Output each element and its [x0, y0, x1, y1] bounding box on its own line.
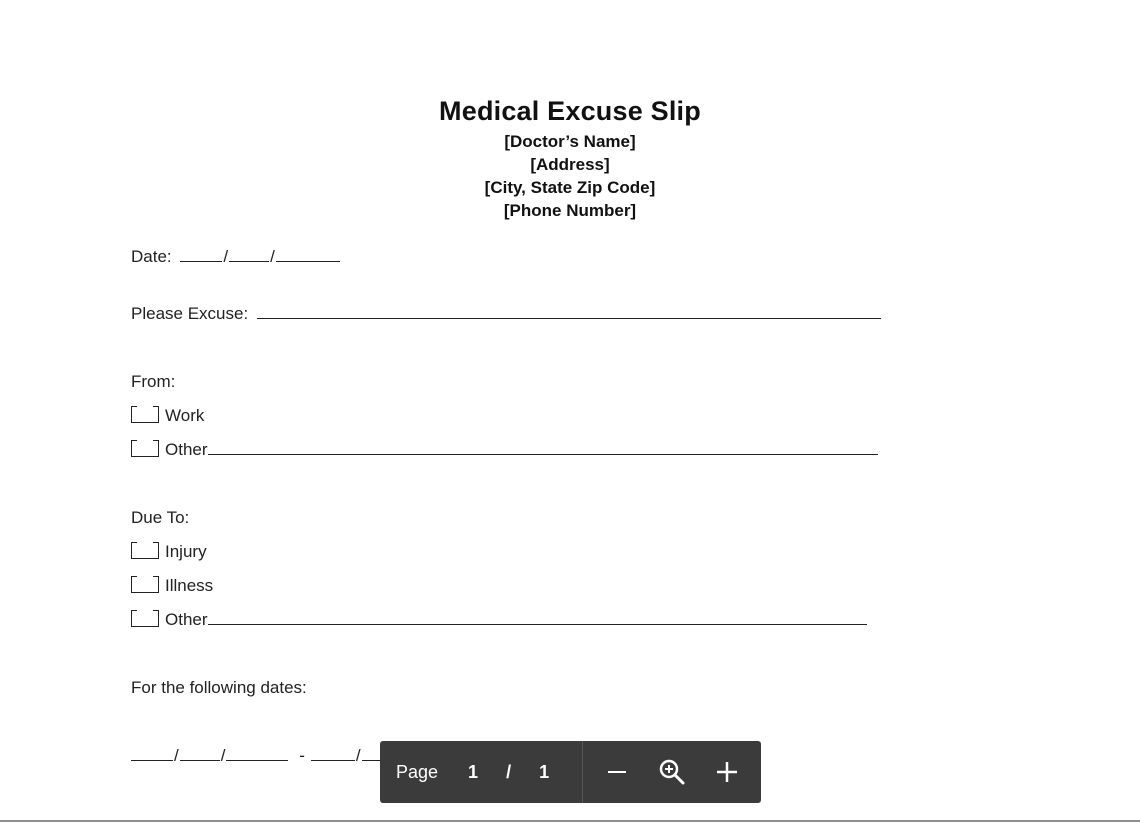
doctor-name-line: [Doctor’s Name] — [504, 132, 636, 151]
city-state-zip-line: [City, State Zip Code] — [484, 178, 656, 197]
zoom-out-icon — [606, 761, 628, 783]
page-indicator — [380, 741, 582, 803]
injury-checkbox[interactable] — [131, 542, 159, 559]
due-option-other — [131, 610, 867, 630]
due-option-illness — [131, 576, 213, 596]
phone-number-line: [Phone Number] — [503, 201, 637, 220]
range-separator: - — [299, 746, 305, 765]
due-other-blank[interactable] — [208, 610, 867, 625]
page-label: Page — [396, 761, 439, 782]
from-other-label: Other — [165, 440, 208, 459]
due-other-checkbox[interactable] — [131, 610, 159, 627]
from-other-blank[interactable] — [208, 440, 878, 455]
date-separator: / — [270, 247, 275, 266]
date-day-blank[interactable] — [229, 247, 269, 262]
from-option-other — [131, 440, 878, 460]
illness-label: Illness — [165, 576, 214, 595]
current-page-number[interactable]: 1 — [468, 761, 479, 782]
start-month-blank[interactable] — [131, 746, 173, 761]
start-day-blank[interactable] — [180, 746, 220, 761]
date-field — [131, 247, 340, 267]
zoom-out-button[interactable] — [597, 752, 637, 792]
date-month-blank[interactable] — [180, 247, 222, 262]
viewer-toolbar — [380, 741, 761, 803]
zoom-in-icon — [715, 760, 739, 784]
page-separator: / — [506, 761, 512, 782]
date-separator: / — [355, 746, 361, 765]
address-line: [Address] — [530, 155, 610, 174]
total-pages: 1 — [539, 761, 550, 782]
zoom-icon — [658, 758, 686, 786]
zoom-reset-button[interactable] — [652, 752, 692, 792]
from-option-work — [131, 406, 204, 426]
page-bottom-divider — [0, 820, 1140, 822]
excuse-name-blank[interactable] — [257, 304, 881, 319]
from-other-checkbox[interactable] — [131, 440, 159, 457]
due-option-injury — [131, 542, 207, 562]
zoom-controls — [583, 741, 761, 803]
date-label: Date: — [131, 247, 172, 266]
date-separator: / — [174, 746, 179, 765]
due-to-label: Due To: — [131, 508, 190, 527]
from-label: From: — [131, 372, 176, 391]
work-label: Work — [165, 406, 205, 425]
date-separator: / — [223, 247, 229, 266]
date-year-blank[interactable] — [276, 247, 340, 262]
document-title: Medical Excuse Slip — [439, 96, 701, 126]
due-other-label: Other — [165, 610, 208, 629]
dates-label: For the following dates: — [131, 678, 307, 697]
excuse-label: Please Excuse: — [131, 304, 249, 323]
date-separator: / — [220, 746, 226, 765]
excuse-field — [131, 304, 881, 324]
start-year-blank[interactable] — [226, 746, 288, 761]
end-month-blank[interactable] — [311, 746, 355, 761]
illness-checkbox[interactable] — [131, 576, 159, 593]
zoom-in-button[interactable] — [707, 752, 747, 792]
injury-label: Injury — [165, 542, 207, 561]
work-checkbox[interactable] — [131, 406, 159, 423]
